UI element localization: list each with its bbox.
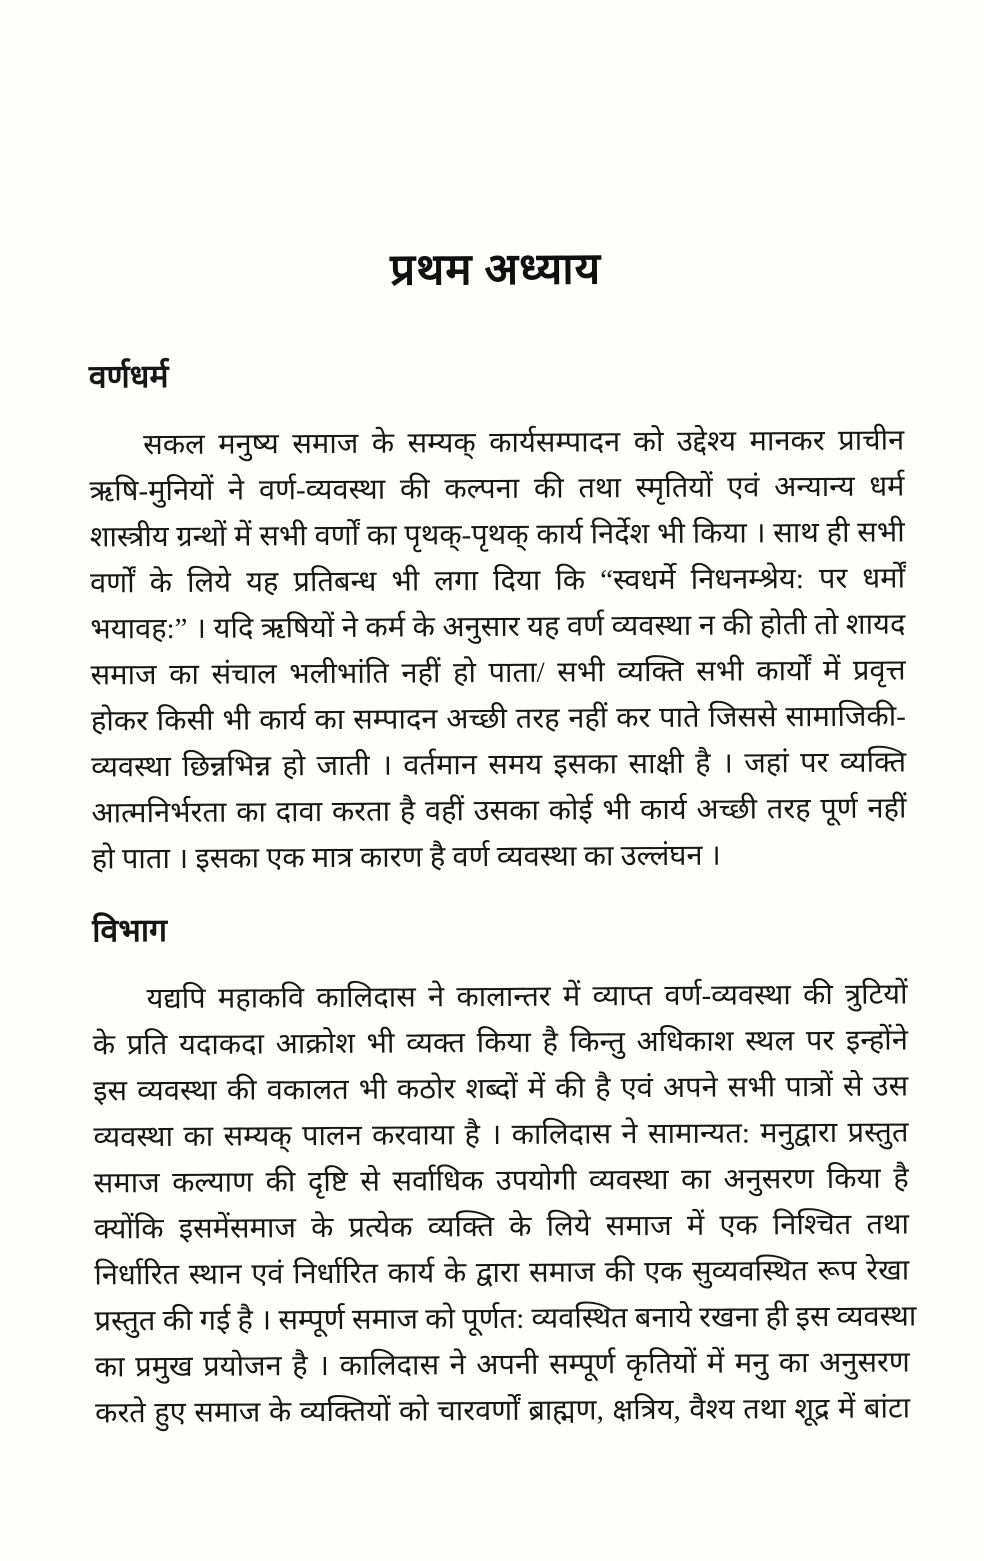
- page-content: [87, 0, 917, 1436]
- paragraph-vibhag: [92, 972, 917, 1437]
- text-line: ऋषि-मुनियों ने वर्ण-व्यवस्था की कल्पना की तथा स्मृतियों एवं अन्यान्य धर्म: [89, 470, 905, 508]
- paragraph-varnadharma: [89, 418, 907, 883]
- text-line: होकर किसी भी कार्य का सम्पादन अच्छी तरह नहीं कर पाते जिससे सामाजिकी-: [90, 700, 906, 738]
- text-line: सकल मनुष्य समाज के सम्यक् कार्यसम्पादन को उद्देश्य मानकर प्राचीन: [143, 424, 905, 462]
- chapter-title: प्रथम अध्याय: [389, 244, 602, 295]
- text-line: समाज का संचाल भलीभांति नहीं हो पाता/ सभी व्यक्ति सभी कार्यों में प्रवृत्त: [90, 654, 906, 692]
- text-line: का प्रमुख प्रयोजन है । कालिदास ने अपनी सम्पूर्ण कृतियों में मनु का अनुसरण: [94, 1346, 910, 1384]
- section-vibhag: [92, 904, 917, 1437]
- text-line: भयावह:” । यदि ऋषियों ने कर्म के अनुसार यह वर्ण व्यवस्था न की होती तो शायद: [90, 608, 906, 646]
- section-heading-vibhag: विभाग: [92, 912, 168, 949]
- text-line: आत्मनिर्भरता का दावा करता है वहीं उसका कोई भी कार्य अच्छी तरह पूर्ण नहीं: [91, 792, 907, 830]
- text-line: हो पाता । इसका एक मात्र कारण है वर्ण व्यवस्था का उल्लंघन ।: [91, 839, 721, 876]
- text-line: वर्णों के लिये यह प्रतिबन्ध भी लगा दिया कि “स्वधर्मे निधनम्श्रेय: पर धर्मों: [89, 562, 906, 600]
- section-heading-varnadharma: वर्णधर्म: [88, 358, 169, 395]
- text-line: यद्यपि महाकवि कालिदास ने कालान्तर में व्याप्त वर्ण-व्यवस्था की त्रुटियों: [146, 978, 908, 1016]
- text-line: क्योंकि इसमेंसमाज के प्रत्येक व्यक्ति के लिये समाज में एक निश्चित तथा: [93, 1208, 910, 1246]
- text-line: व्यवस्था का सम्यक् पालन करवाया है । कालिदास ने सामान्यत: मनुद्वारा प्रस्तुत: [93, 1116, 909, 1154]
- text-line: प्रस्तुत की गई है । सम्पूर्ण समाज को पूर्णत: व्यवस्थित बनाये रखना ही इस व्यवस्था: [94, 1300, 917, 1338]
- section-varnadharma: [89, 350, 907, 883]
- text-line: व्यवस्था छिन्नभिन्न हो जाती । वर्तमान समय इसका साक्षी है । जहां पर व्यक्ति: [91, 746, 907, 784]
- text-line: इस व्यवस्था की वकालत भी कठोर शब्दों में की है एवं अपने सभी पात्रों से उस: [93, 1070, 909, 1108]
- text-line: शास्त्रीय ग्रन्थों में सभी वर्णों का पृथक्-पृथक् कार्य निर्देश भी किया । साथ ही सभी: [89, 516, 905, 554]
- text-line: के प्रति यदाकदा आक्रोश भी व्यक्त किया है किन्तु अधिकाश स्थल पर इन्होंने: [92, 1024, 908, 1062]
- text-line: समाज कल्याण की दृष्टि से सर्वाधिक उपयोगी व्यवस्था का अनुसरण किया है: [93, 1162, 909, 1200]
- text-line: करते हुए समाज के व्यक्तियों को चारवर्णों ब्राह्मण, क्षत्रिय, वैश्य तथा शूद्र में बांटा: [95, 1392, 911, 1430]
- text-line: निर्धारित स्थान एवं निर्धारित कार्य के द्वारा समाज की एक सुव्यवस्थित रूप रेखा: [94, 1254, 910, 1292]
